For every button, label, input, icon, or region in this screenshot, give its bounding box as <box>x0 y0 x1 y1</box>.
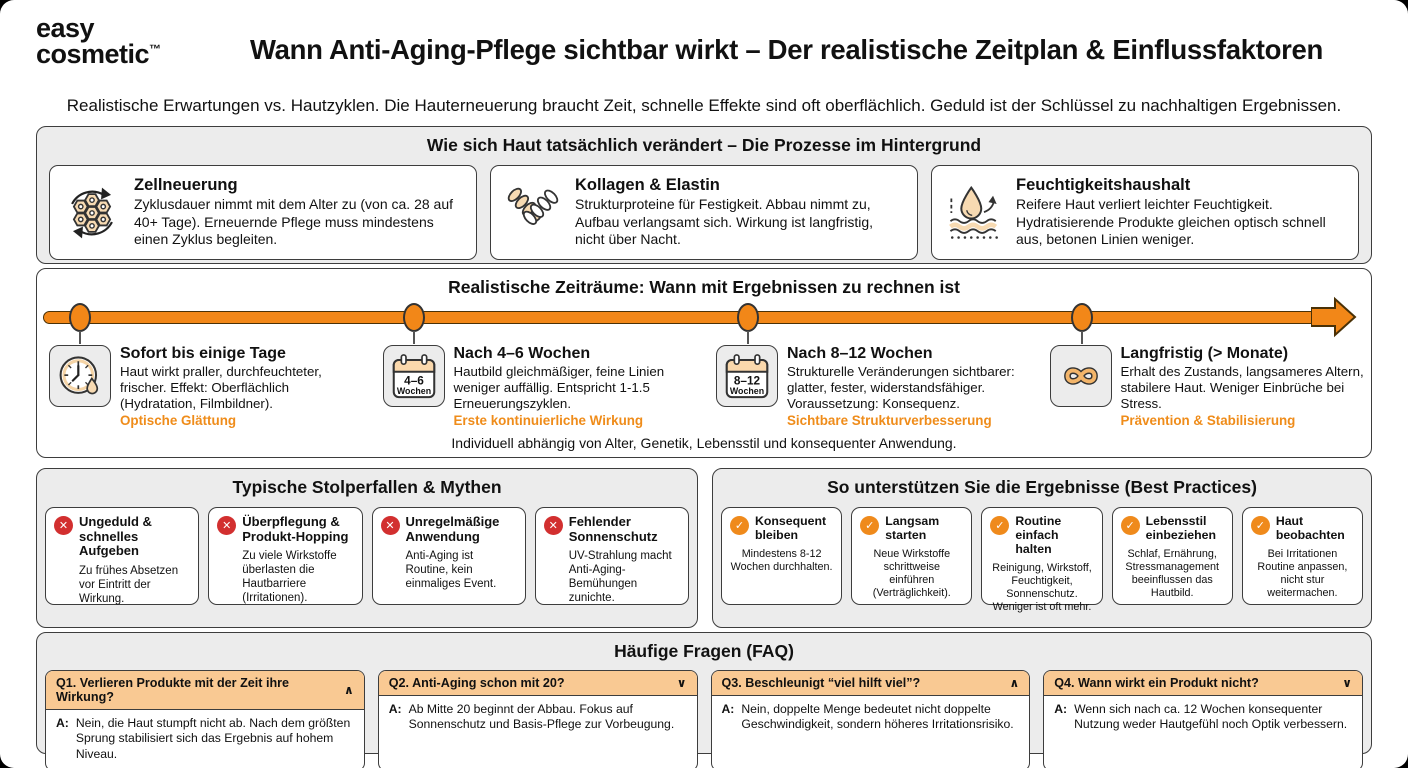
process-card-body: Zyklusdauer nimmt mit dem Alter zu (von ca. 28 auf 40+ Tage). Erneuernde Pflege muss mindestens einen Zyklus begleiten. <box>134 196 454 248</box>
section-pitfalls-title: Typische Stolperfallen & Mythen <box>232 477 502 497</box>
timeline-footnote: Individuell abhängig von Alter, Genetik, Lebensstil und konsequenter Anwendung. <box>451 435 957 451</box>
pitfall-title: Ungeduld & schnelles Aufgeben <box>79 514 152 559</box>
faq-answer-prefix: A: <box>56 716 69 730</box>
timeline-milestone-row <box>37 345 1371 428</box>
process-card-text <box>134 176 464 248</box>
x-circle-icon: ✕ <box>544 516 563 535</box>
check-circle-icon: ✓ <box>990 516 1009 535</box>
check-circle-icon: ✓ <box>1251 516 1270 535</box>
practice-body: Mindestens 8-12 Wochen durchhalten. <box>730 547 833 573</box>
faq-answer <box>379 696 697 741</box>
pitfall-body: Zu viele Wirkstoffe überlasten die Hautbarriere (Irritationen). <box>242 550 337 605</box>
brand-line1: easy <box>36 13 95 43</box>
x-circle-icon: ✕ <box>217 516 236 535</box>
milestone-body: Strukturelle Veränderungen sichtbarer: glatter, fester, widerstandsfähiger. Voraussetzung: Konsequenz. <box>787 364 1015 411</box>
faq-question: Q2. Anti-Aging schon mit 20? <box>388 676 565 690</box>
pitfall-body: UV-Strahlung macht Anti-Aging-Bemühungen zunichte. <box>568 550 672 605</box>
calendar-unit-label: Wochen <box>729 386 765 397</box>
pitfall-card-impatience <box>45 507 199 605</box>
x-circle-icon: ✕ <box>381 516 400 535</box>
chevron-down-icon[interactable]: ∨ <box>1342 676 1352 690</box>
faq-item-4 <box>1043 670 1363 768</box>
milestone-highlight: Prävention & Stabilisierung <box>1120 412 1296 428</box>
x-circle-icon: ✕ <box>54 516 73 535</box>
faq-answer-text: Nein, die Haut stumpft nicht ab. Nach dem größten Sprung stabilisiert sich das Ergebnis auf hohem Niveau. <box>75 716 351 761</box>
process-card-body: Strukturproteine für Festigkeit. Abbau nimmt zu, Aufbau verlangsamt sich. Wirkung ist langfristig, nicht über Nacht. <box>575 196 874 248</box>
calendar-range-label: 4–6 <box>403 373 424 388</box>
faq-card-row <box>37 662 1371 768</box>
timeline-node-4 <box>1071 303 1093 332</box>
process-card-text <box>575 176 905 248</box>
milestone-icon-box <box>1050 345 1112 407</box>
page-title: Wann Anti-Aging-Pflege sichtbar wirkt – Der realistische Zeitplan & Einflussfaktoren <box>250 34 1323 65</box>
practice-body: Bei Irritationen Routine anpassen, nicht stur weitermachen. <box>1257 547 1348 600</box>
pitfall-title: Überpflegung & Produkt-Hopping <box>242 514 349 544</box>
section-timeline <box>36 268 1372 458</box>
milestone-body: Hautbild gleichmäßiger, feine Linien weniger auffällig. Entspricht 1-1.5 Erneuerungszyklen. <box>453 364 665 411</box>
brand-logo <box>36 13 161 69</box>
calendar-icon <box>387 349 441 403</box>
section-faq-title: Häufige Fragen (FAQ) <box>614 641 794 661</box>
milestone-text <box>454 345 701 428</box>
process-card-moisture <box>931 165 1359 260</box>
milestone-title: Sofort bis einige Tage <box>120 345 286 362</box>
practice-card-observe-skin <box>1242 507 1363 605</box>
faq-question: Q3. Beschleunigt “viel hilft viel”? <box>721 676 921 690</box>
milestone-icon-box <box>716 345 778 407</box>
practice-card-lifestyle <box>1112 507 1233 605</box>
process-card-body: Reifere Haut verliert leichter Feuchtigkeit. Hydratisierende Produkte gleichen optisch schnell aus, betonen Linien weniger. <box>1016 196 1326 248</box>
milestone-icon-box <box>383 345 445 407</box>
milestone-text <box>787 345 1034 428</box>
chevron-up-icon[interactable]: ∧ <box>344 683 354 697</box>
faq-question-header[interactable] <box>46 671 364 710</box>
faq-answer <box>1044 696 1362 741</box>
check-circle-icon: ✓ <box>1121 516 1140 535</box>
practice-title: Langsam starten <box>885 514 940 542</box>
milestone-title: Nach 8–12 Wochen <box>787 345 933 362</box>
milestone-body: Haut wirkt praller, durchfeuchteter, frischer. Effekt: Oberflächlich (Hydratation, Filmbildner). <box>120 364 322 411</box>
moisture-icon <box>944 184 1004 242</box>
faq-answer-text: Nein, doppelte Menge bedeutet nicht doppelte Geschwindigkeit, sondern höheres Irritationsrisiko. <box>741 702 1014 732</box>
calendar-range-label: 8–12 <box>733 373 761 388</box>
faq-answer-prefix: A: <box>721 702 735 716</box>
faq-item-1 <box>45 670 365 768</box>
process-card-title: Kollagen & Elastin <box>575 176 720 195</box>
process-card-collagen <box>490 165 918 260</box>
milestone-4-6-weeks <box>371 345 705 428</box>
milestone-title: Nach 4–6 Wochen <box>453 345 591 362</box>
practice-body: Neue Wirkstoffe schrittweise einführen (Verträglichkeit). <box>872 547 951 600</box>
practice-card-stay-consistent <box>721 507 842 605</box>
timeline-arrow-icon <box>1311 296 1357 338</box>
process-card-title: Feuchtigkeitshaushalt <box>1016 176 1191 195</box>
practice-title: Routine einfach halten <box>1015 514 1062 556</box>
pitfall-body: Zu frühes Absetzen vor Eintritt der Wirkung. <box>79 565 179 606</box>
page-subtitle: Realistische Erwartungen vs. Hautzyklen. Die Hauterneuerung braucht Zeit, schnelle Effekte sind oft oberflächlich. Geduld ist der Schlüssel zu nachhaltigen Ergebnissen. <box>66 96 1342 115</box>
milestone-text <box>1121 345 1368 428</box>
timeline-connector <box>79 331 81 344</box>
clock-droplet-icon <box>53 349 107 403</box>
pitfall-card-irregular-use <box>372 507 526 605</box>
calendar-icon <box>720 349 774 403</box>
section-processes-title: Wie sich Haut tatsächlich verändert – Die Prozesse im Hintergrund <box>426 135 982 155</box>
milestone-icon-box <box>49 345 111 407</box>
faq-answer-prefix: A: <box>388 702 402 716</box>
faq-answer-text: Wenn sich nach ca. 12 Wochen konsequenter Nutzung weder Hautgefühl noch Optik verbessern. <box>1074 702 1348 732</box>
practice-body: Reinigung, Wirkstoff, Feuchtigkeit, Sonnenschutz. Weniger ist oft mehr. <box>992 561 1092 614</box>
faq-question-header[interactable] <box>1044 671 1362 696</box>
check-circle-icon: ✓ <box>860 516 879 535</box>
faq-question-header[interactable] <box>379 671 697 696</box>
brand-line2: cosmetic™ <box>36 38 161 69</box>
collagen-elastin-icon <box>503 184 563 242</box>
practice-card-row <box>713 498 1371 614</box>
milestone-highlight: Erste kontinuierliche Wirkung <box>453 412 644 428</box>
pitfall-title: Unregelmäßige Anwendung <box>405 514 500 544</box>
faq-question-header[interactable] <box>712 671 1030 696</box>
faq-answer-prefix: A: <box>1054 702 1068 716</box>
section-timeline-title: Realistische Zeiträume: Wann mit Ergebnissen zu rechnen ist <box>448 277 960 297</box>
trademark-symbol: ™ <box>149 41 161 56</box>
practice-body: Schlaf, Ernährung, Stressmanagement beeinflussen das Hautbild. <box>1125 547 1220 600</box>
process-card-text <box>1016 176 1346 248</box>
milestone-body: Erhalt des Zustands, langsameres Altern, stabilere Haut. Weniger Einbrüche bei Stress. <box>1120 364 1364 411</box>
pitfall-title: Fehlender Sonnenschutz <box>568 514 658 544</box>
pitfall-card-overcare <box>208 507 362 605</box>
faq-answer-text: Ab Mitte 20 beginnt der Abbau. Fokus auf Sonnenschutz und Basis-Pflege zur Vorbeugung. <box>408 702 675 732</box>
milestone-text <box>120 345 367 428</box>
section-best-practices <box>712 468 1372 628</box>
section-best-practices-title: So unterstützen Sie die Ergebnisse (Best Practices) <box>827 477 1257 497</box>
calendar-unit-label: Wochen <box>396 386 431 397</box>
pitfall-body: Anti-Aging ist Routine, kein einmaliges Event. <box>405 550 497 591</box>
milestone-8-12-weeks <box>704 345 1038 428</box>
pitfall-card-row <box>37 498 697 605</box>
practice-card-start-slow <box>851 507 972 605</box>
faq-question: Q1. Verlieren Produkte mit der Zeit ihre Wirkung? <box>56 676 290 704</box>
check-circle-icon: ✓ <box>730 516 749 535</box>
process-card-title: Zellneuerung <box>134 176 238 195</box>
chevron-down-icon[interactable]: ∨ <box>676 676 687 690</box>
timeline-node-1 <box>69 303 91 332</box>
faq-answer <box>46 710 364 768</box>
faq-answer <box>712 696 1030 741</box>
section-pitfalls <box>36 468 698 628</box>
timeline-connector <box>747 331 749 344</box>
milestone-immediate <box>37 345 371 428</box>
milestone-title: Langfristig (> Monate) <box>1120 345 1289 362</box>
practice-title: Konsequent bleiben <box>755 514 827 542</box>
timeline-node-2 <box>403 303 425 332</box>
infinity-icon <box>1054 349 1108 403</box>
section-faq <box>36 632 1372 761</box>
practice-title: Lebensstil einbeziehen <box>1145 514 1216 542</box>
milestone-longterm <box>1038 345 1372 428</box>
timeline-node-3 <box>737 303 759 332</box>
chevron-up-icon[interactable]: ∧ <box>1009 676 1020 690</box>
timeline-bar <box>43 311 1315 324</box>
faq-item-2 <box>378 670 698 768</box>
cell-renewal-icon <box>62 184 122 242</box>
faq-question: Q4. Wann wirkt ein Produkt nicht? <box>1054 676 1259 690</box>
milestone-highlight: Optische Glättung <box>120 412 237 428</box>
timeline-connector <box>413 331 415 344</box>
process-card-cell-renewal <box>49 165 477 260</box>
faq-item-3 <box>711 670 1031 768</box>
milestone-highlight: Sichtbare Strukturverbesserung <box>787 412 992 428</box>
timeline-connector <box>1081 331 1083 344</box>
practice-title: Haut beobachten <box>1275 514 1345 542</box>
process-card-row <box>37 156 1371 260</box>
section-processes <box>36 126 1372 264</box>
practice-card-simple-routine <box>981 507 1102 614</box>
pitfall-card-no-sunscreen <box>535 507 689 605</box>
